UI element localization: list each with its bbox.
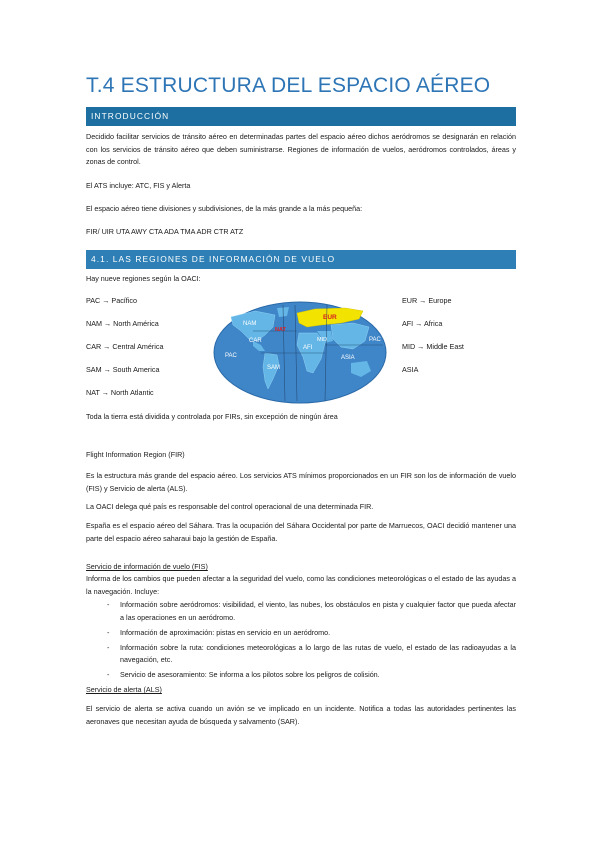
region-eur: EUR → Europe: [402, 296, 452, 305]
region-nam: NAM → North América: [86, 319, 159, 328]
region-sam: SAM → South America: [86, 365, 160, 374]
fir-subheading: Flight Information Region (FIR): [86, 450, 185, 459]
map-label-eur: EUR: [323, 314, 337, 321]
map-label-nam: NAM: [243, 321, 257, 327]
fir-paragraph-2: La OACI delega qué país es responsable del control operacional de una determinada FIR.: [86, 502, 374, 511]
fis-list: [86, 599, 516, 684]
section-heading-introduccion: INTRODUCCIÓN: [86, 107, 516, 126]
fir-intro: Hay nueve regiones según la OACI:: [86, 274, 201, 283]
intro-paragraph-3: El espacio aéreo tiene divisiones y subdivisiones, de la más grande a la más pequeña:: [86, 204, 363, 213]
page-title: T.4 ESTRUCTURA DEL ESPACIO AÉREO: [86, 74, 491, 97]
region-pac: PAC → Pacífico: [86, 296, 137, 305]
fir-paragraph-3: España es el espacio aéreo del Sáhara. Tras la ocupación del Sáhara Occidental por parte de Marruecos, OACI decidió mantener una parte del espacio aéreo saharaui bajo la gestión de España.: [86, 521, 516, 543]
intro-paragraph-1: Decidido facilitar servicios de tránsito aéreo en determinadas partes del espacio aéreo dichos aeródromos se designarán en relación con los servicios de tránsito aéreo que deben suministrarse. Regiones de información de vuelos, aeródromos controlados, áreas y zonas de control.: [86, 132, 516, 166]
fir-paragraph-1: Es la estructura más grande del espacio aéreo. Los servicios ATS mínimos proporcionados en un FIR son los de información de vuelo (FIS) y Servicio de alerta (ALS).: [86, 471, 516, 493]
map-label-nat: NAT: [275, 327, 286, 333]
region-nat: NAT → North Atlantic: [86, 388, 154, 397]
map-label-pac-west: PAC: [225, 353, 237, 359]
map-label-car: CAR: [249, 338, 262, 344]
fis-heading: Servicio de información de vuelo (FIS): [86, 562, 208, 571]
map-label-mid: MID: [317, 337, 328, 343]
map-label-asia: ASIA: [341, 355, 355, 361]
fis-list-item: - Servicio de asesoramiento: Se informa a los pilotos sobre los peligros de colisión.: [86, 669, 516, 682]
fis-list-item: - Información sobre aeródromos: visibilidad, el viento, las nubes, los obstáculos en pista y cualquier factor que pueda afectar a las operaciones en un aeródromo.: [86, 599, 516, 624]
icao-regions-map: [213, 301, 387, 404]
intro-paragraph-2: El ATS incluye: ATC, FIS y Alerta: [86, 181, 191, 190]
region-asia: ASIA: [402, 365, 419, 374]
fis-list-item: - Información de aproximación: pistas en servicio en un aeródromo.: [86, 627, 516, 640]
map-label-afi: AFI: [303, 345, 313, 351]
section-heading-fir: 4.1. LAS REGIONES DE INFORMACIÓN DE VUELO: [86, 250, 516, 269]
als-heading: Servicio de alerta (ALS): [86, 685, 162, 694]
als-paragraph: El servicio de alerta se activa cuando un avión se ve implicado en un incidente. Notifica a todas las autoridades pertinentes las aeronaves que necesitan ayuda de búsqueda y salvamento (SAR).: [86, 704, 516, 726]
fis-list-item: - Información sobre la ruta: condiciones meteorológicas a lo largo de las rutas de vuelo, el estado de las radioayudas a la navegación, etc.: [86, 642, 516, 667]
region-car: CAR → Central América: [86, 342, 164, 351]
fis-intro: Informa de los cambios que pueden afectar a la seguridad del vuelo, como las condiciones meteorológicas o el estado de las ayudas a la navegación. Incluye:: [86, 574, 516, 596]
map-label-sam: SAM: [267, 365, 281, 371]
intro-paragraph-4: FIR/ UIR UTA AWY CTA ADA TMA ADR CTR ATZ: [86, 227, 244, 236]
map-label-pac-east: PAC: [369, 337, 381, 343]
regions-note: Toda la tierra está dividida y controlada por FIRs, sin excepción de ningún área: [86, 412, 338, 421]
region-mid: MID → Middle East: [402, 342, 464, 351]
region-afi: AFI → Africa: [402, 319, 443, 328]
